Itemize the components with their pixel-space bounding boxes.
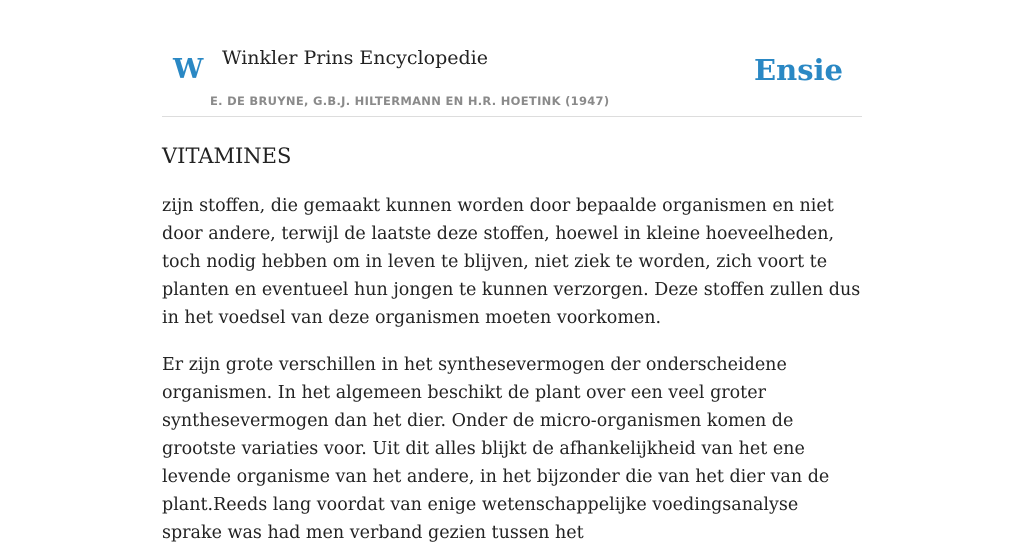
source-authors: E. DE BRUYNE, G.B.J. HILTERMANN EN H.R. HOETINK (1947) bbox=[210, 94, 610, 108]
source-header bbox=[162, 0, 862, 117]
article-paragraph: zijn stoffen, die gemaakt kunnen worden door bepaalde organismen en niet door andere, terwijl de laatste deze stoffen, hoewel in kleine hoeveelheden, toch nodig hebben om in leven te blijven, niet ziek te worden, zich voort te planten en eventueel hun jongen te kunnen verzorgen. Deze stoffen zullen dus in het voedsel van deze organismen moeten voorkomen. bbox=[162, 196, 861, 328]
ensie-logo-link[interactable]: Ensie bbox=[754, 53, 843, 87]
source-title[interactable]: Winkler Prins Encyclopedie bbox=[222, 47, 488, 69]
article-body bbox=[162, 192, 862, 547]
content-container bbox=[162, 0, 862, 547]
article-title: VITAMINES bbox=[162, 144, 292, 168]
article-paragraph: Er zijn grote verschillen in het synthesevermogen der onderscheidene organismen. In het algemeen beschikt de plant over een veel groter synthesevermogen dan het dier. Onder de micro-organismen komen de grootste variaties voor. Uit dit alles blijkt de afhankelijkheid van het ene levende organisme van het andere, in het bijzonder die van het dier van de plant.Reeds lang voordat van enige wetenschappelijke voedingsanalyse sprake was had men verband gezien tussen het bbox=[162, 355, 830, 543]
source-logo[interactable]: W bbox=[173, 54, 204, 85]
